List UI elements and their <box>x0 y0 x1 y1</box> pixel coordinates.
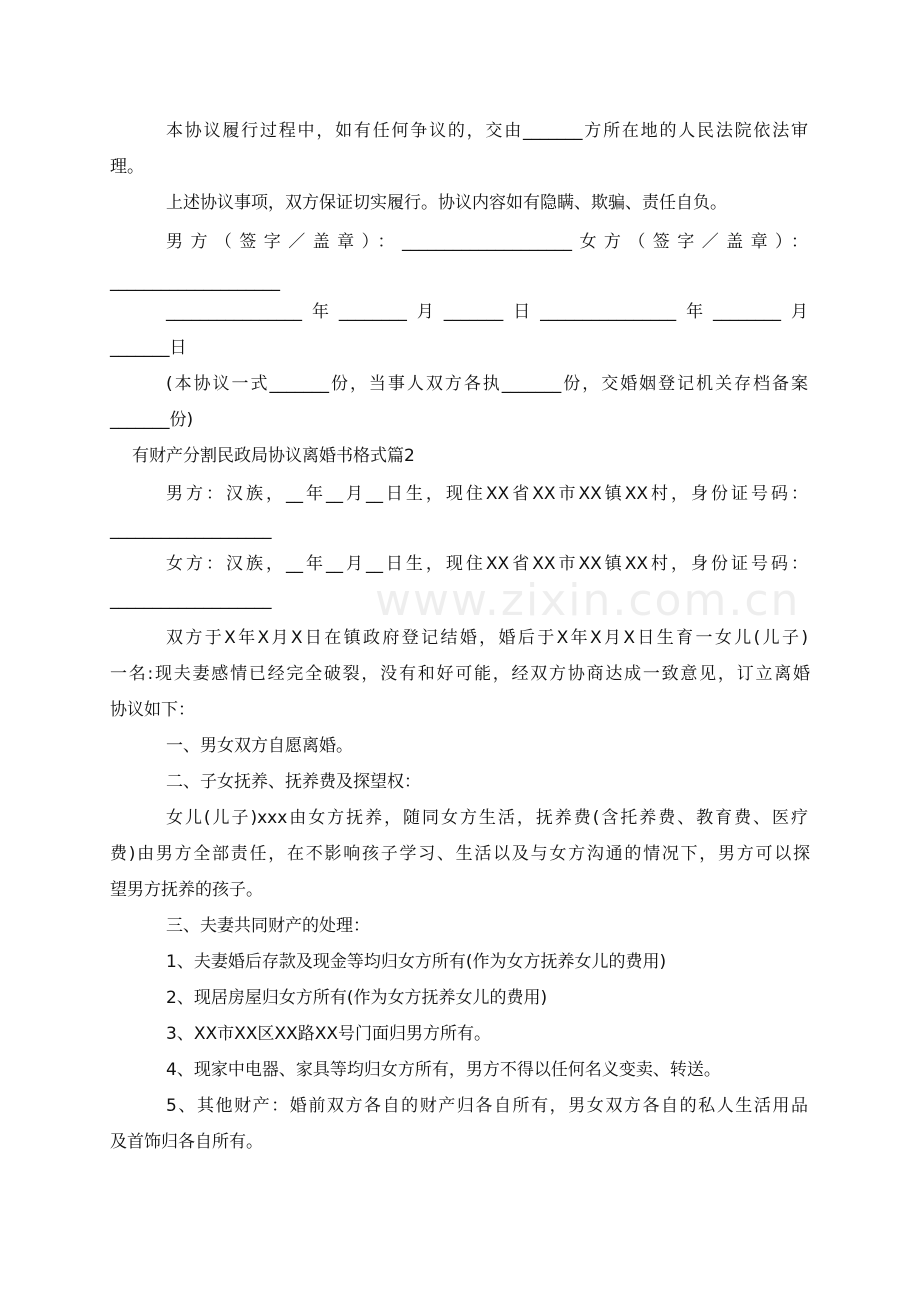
section-title: 有财产分割民政局协议离婚书格式篇2 <box>132 446 415 466</box>
property-item-5-line2: 及首饰归各自所有。 <box>110 1132 263 1152</box>
woman-info-line1: 女方：汉族，__年__月__日生，现住XX省XX市XX镇XX村，身份证号码： <box>166 554 808 574</box>
property-item-4: 4、现家中电器、家具等均归女方所有，男方不得以任何名义变卖、转送。 <box>166 1060 721 1080</box>
property-item-2: 2、现居房屋归女方所有(作为女方抚养女儿的费用) <box>166 988 548 1008</box>
marriage-line2: 一名:现夫妻感情已经完全破裂，没有和好可能，经双方协商达成一致意见，订立离婚 <box>110 664 810 684</box>
dispute-clause-line2: 理。 <box>110 157 144 177</box>
marriage-line3: 协议如下： <box>110 700 195 720</box>
date-line1: ________________年________月_______日________________年________月 <box>166 302 808 322</box>
item-two: 二、子女抚养、抚养费及探望权： <box>166 772 421 792</box>
dispute-clause-line1: 本协议履行过程中，如有任何争议的，交由_______方所在地的人民法院依法审 <box>166 121 808 141</box>
property-item-1: 1、夫妻婚后存款及现金等均归女方所有(作为女方抚养女儿的费用) <box>166 952 667 972</box>
property-item-5-line1: 5、其他财产：婚前双方各自的财产归各自所有，男女双方各自的私人生活用品 <box>166 1096 808 1116</box>
copies-line2: _______份) <box>110 410 194 430</box>
custody-line3: 望男方抚养的孩子。 <box>110 880 263 900</box>
property-item-3: 3、XX市XX区XX路XX号门面归男方所有。 <box>166 1024 491 1044</box>
woman-info-line2: ___________________ <box>110 590 272 610</box>
custody-line1: 女儿(儿子)xxx由女方抚养，随同女方生活，抚养费(含托养费、教育费、医疗 <box>166 808 808 828</box>
guarantee-clause: 上述协议事项，双方保证切实履行。协议内容如有隐瞒、欺骗、责任自负。 <box>166 193 727 213</box>
man-info-line1: 男方：汉族，__年__月__日生，现住XX省XX市XX镇XX村，身份证号码： <box>166 484 808 504</box>
item-one: 一、男女双方自愿离婚。 <box>166 736 353 756</box>
signature-line2: ____________________ <box>110 272 280 292</box>
watermark: www.zixin.com.cn <box>375 575 801 626</box>
date-line2: _______日 <box>110 338 187 358</box>
man-info-line2: ___________________ <box>110 520 272 540</box>
copies-line1: (本协议一式_______份，当事人双方各执_______份，交婚姻登记机关存档备案 <box>166 374 808 394</box>
signature-line1: 男方（签字／盖章）：____________________女方（签字／盖章）： <box>166 232 808 252</box>
custody-line2: 费)由男方全部责任，在不影响孩子学习、生活以及与女方沟通的情况下，男方可以探 <box>110 844 810 864</box>
marriage-line1: 双方于X年X月X日在镇政府登记结婚，婚后于X年X月X日生育一女儿(儿子) <box>166 628 808 648</box>
item-three: 三、夫妻共同财产的处理： <box>166 916 370 936</box>
